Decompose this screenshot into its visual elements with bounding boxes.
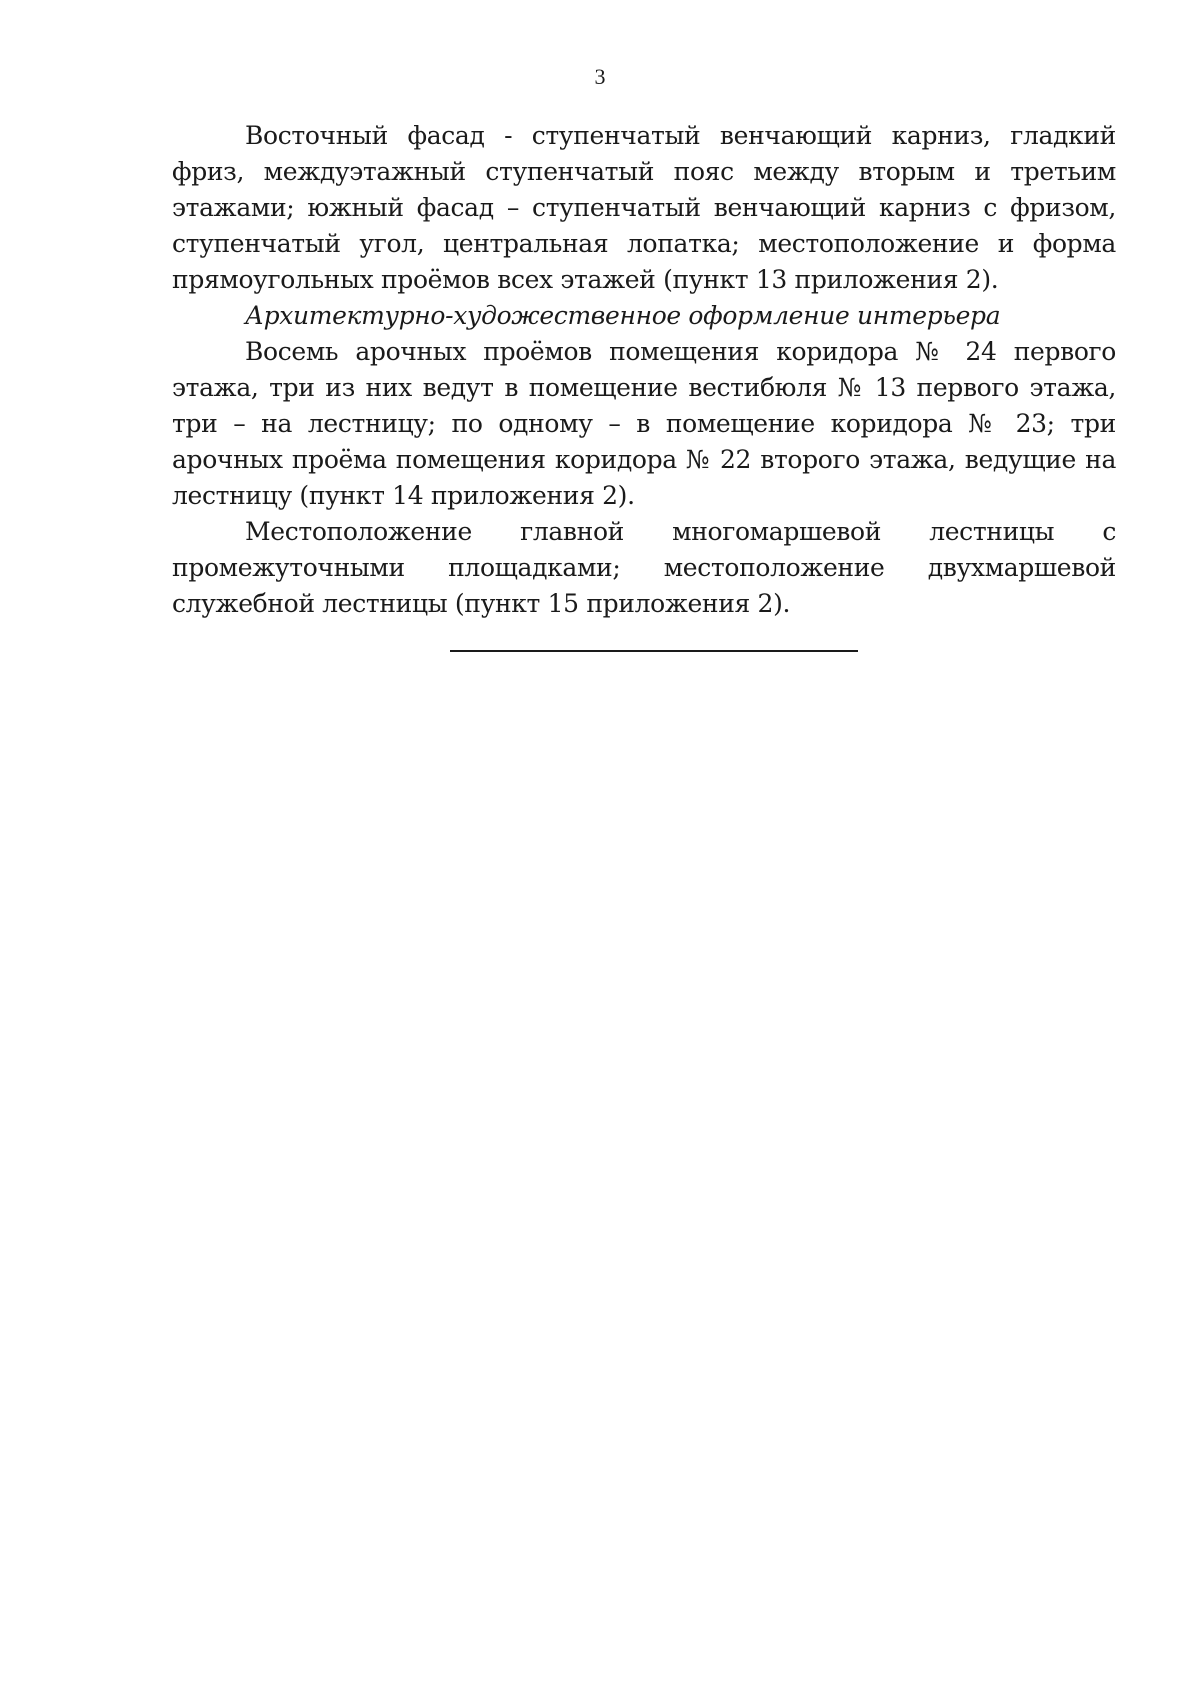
- paragraph-east-south-facade: Восточный фасад - ступенчатый венчающий карниз, гладкий фриз, междуэтажный ступенчатый пояс между вторым и третьим этажами; южный фасад – ступенчатый венчающий карниз с фризом, ступенчатый угол, центральная лопатка; местоположение и форма прямоугольных проёмов всех этажей (пункт 13 приложения 2).: [172, 121, 1116, 294]
- closing-divider-line: [450, 650, 858, 652]
- document-body: [172, 118, 1116, 622]
- section-heading-interior: Архитектурно-художественное оформление интерьера: [245, 301, 1001, 330]
- page-number: 3: [594, 64, 606, 89]
- paragraph-arched-openings: Восемь арочных проёмов помещения коридора № 24 первого этажа, три из них ведут в помещение вестибюля № 13 первого этажа, три – на лестницу; по одному – в помещение коридора № 23; три арочных проёма помещения коридора № 22 второго этажа, ведущие на лестницу (пункт 14 приложения 2).: [172, 337, 1116, 510]
- paragraph-staircases: Местоположение главной многомаршевой лестницы с промежуточными площадками; местоположение двухмаршевой служебной лестницы (пункт 15 приложения 2).: [172, 517, 1116, 618]
